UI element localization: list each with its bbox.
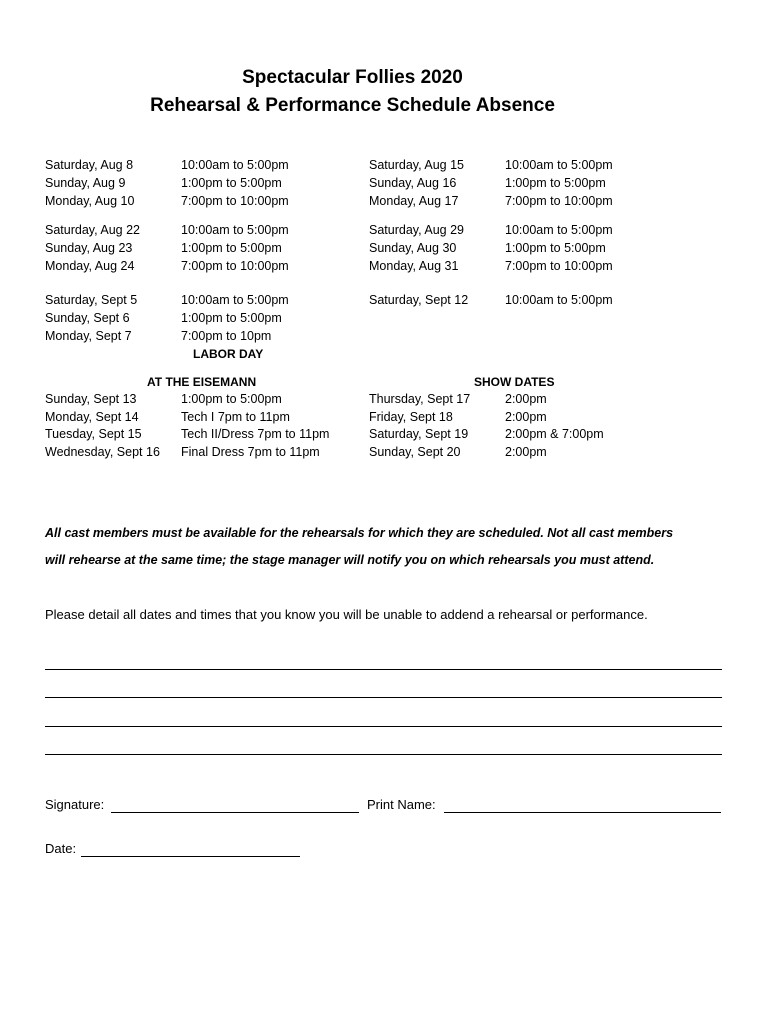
schedule-day: Tuesday, Sept 15 [45,427,142,441]
absence-answer-line[interactable] [45,697,722,698]
schedule-day: Friday, Sept 18 [369,410,453,424]
schedule-time: Final Dress 7pm to 11pm [181,445,320,459]
schedule-time: 10:00am to 5:00pm [181,223,289,237]
notice-line-2: will rehearse at the same time; the stage manager will notify you on which rehearsals you must attend. [45,553,655,567]
schedule-time: Tech I 7pm to 11pm [181,410,290,424]
schedule-day: Saturday, Aug 8 [45,158,134,172]
schedule-day: Sunday, Aug 9 [45,176,126,190]
schedule-day: Sunday, Aug 16 [369,176,457,190]
schedule-time: 1:00pm to 5:00pm [181,392,282,406]
document-subtitle: Rehearsal & Performance Schedule Absence [150,95,555,116]
schedule-time: 10:00am to 5:00pm [181,293,289,307]
print-name-label: Print Name: [367,797,436,812]
show-dates-heading: SHOW DATES [474,375,555,389]
schedule-time: 2:00pm & 7:00pm [505,427,604,441]
schedule-day: Sunday, Sept 6 [45,311,130,325]
schedule-day: Thursday, Sept 17 [369,392,471,406]
schedule-day: Saturday, Sept 5 [45,293,138,307]
schedule-day: Monday, Sept 7 [45,329,132,343]
schedule-day: Sunday, Sept 20 [369,445,461,459]
schedule-day: Saturday, Aug 29 [369,223,464,237]
schedule-day: Monday, Aug 31 [369,259,459,273]
date-line[interactable] [81,856,300,857]
schedule-day: Monday, Aug 24 [45,259,135,273]
schedule-time: 10:00am to 5:00pm [505,223,613,237]
schedule-time: 10:00am to 5:00pm [505,293,613,307]
instruction-text: Please detail all dates and times that you know you will be unable to addend a rehearsal or performance. [45,607,648,622]
schedule-time: 1:00pm to 5:00pm [505,241,606,255]
print-name-line[interactable] [444,812,721,813]
signature-label: Signature: [45,797,105,812]
schedule-time: Tech II/Dress 7pm to 11pm [181,427,330,441]
schedule-day: Monday, Sept 14 [45,410,139,424]
schedule-time: 2:00pm [505,410,547,424]
schedule-time: 7:00pm to 10pm [181,329,272,343]
schedule-time: 7:00pm to 10:00pm [505,194,613,208]
schedule-time: 7:00pm to 10:00pm [181,259,289,273]
schedule-time: 1:00pm to 5:00pm [181,311,282,325]
schedule-time: 1:00pm to 5:00pm [505,176,606,190]
absence-answer-line[interactable] [45,726,722,727]
schedule-day: Sunday, Aug 30 [369,241,457,255]
schedule-time: 7:00pm to 10:00pm [505,259,613,273]
schedule-day: Saturday, Aug 15 [369,158,464,172]
notice-line-1: All cast members must be available for the rehearsals for which they are scheduled. Not all cast members [45,526,674,540]
schedule-day: Monday, Aug 10 [45,194,135,208]
date-label: Date: [45,841,77,856]
labor-day-note: LABOR DAY [193,347,264,361]
schedule-day: Sunday, Sept 13 [45,392,137,406]
schedule-time: 10:00am to 5:00pm [505,158,613,172]
document-title: Spectacular Follies 2020 [242,67,463,88]
schedule-day: Sunday, Aug 23 [45,241,133,255]
schedule-day: Saturday, Sept 12 [369,293,469,307]
schedule-day: Wednesday, Sept 16 [45,445,160,459]
schedule-day: Saturday, Sept 19 [369,427,469,441]
schedule-time: 7:00pm to 10:00pm [181,194,289,208]
schedule-day: Saturday, Aug 22 [45,223,140,237]
absence-answer-line[interactable] [45,754,722,755]
absence-answer-line[interactable] [45,669,722,670]
schedule-time: 10:00am to 5:00pm [181,158,289,172]
eisemann-heading: AT THE EISEMANN [147,375,257,389]
schedule-time: 2:00pm [505,445,547,459]
schedule-day: Monday, Aug 17 [369,194,459,208]
schedule-time: 1:00pm to 5:00pm [181,176,282,190]
schedule-time: 1:00pm to 5:00pm [181,241,282,255]
schedule-time: 2:00pm [505,392,547,406]
signature-line[interactable] [111,812,359,813]
